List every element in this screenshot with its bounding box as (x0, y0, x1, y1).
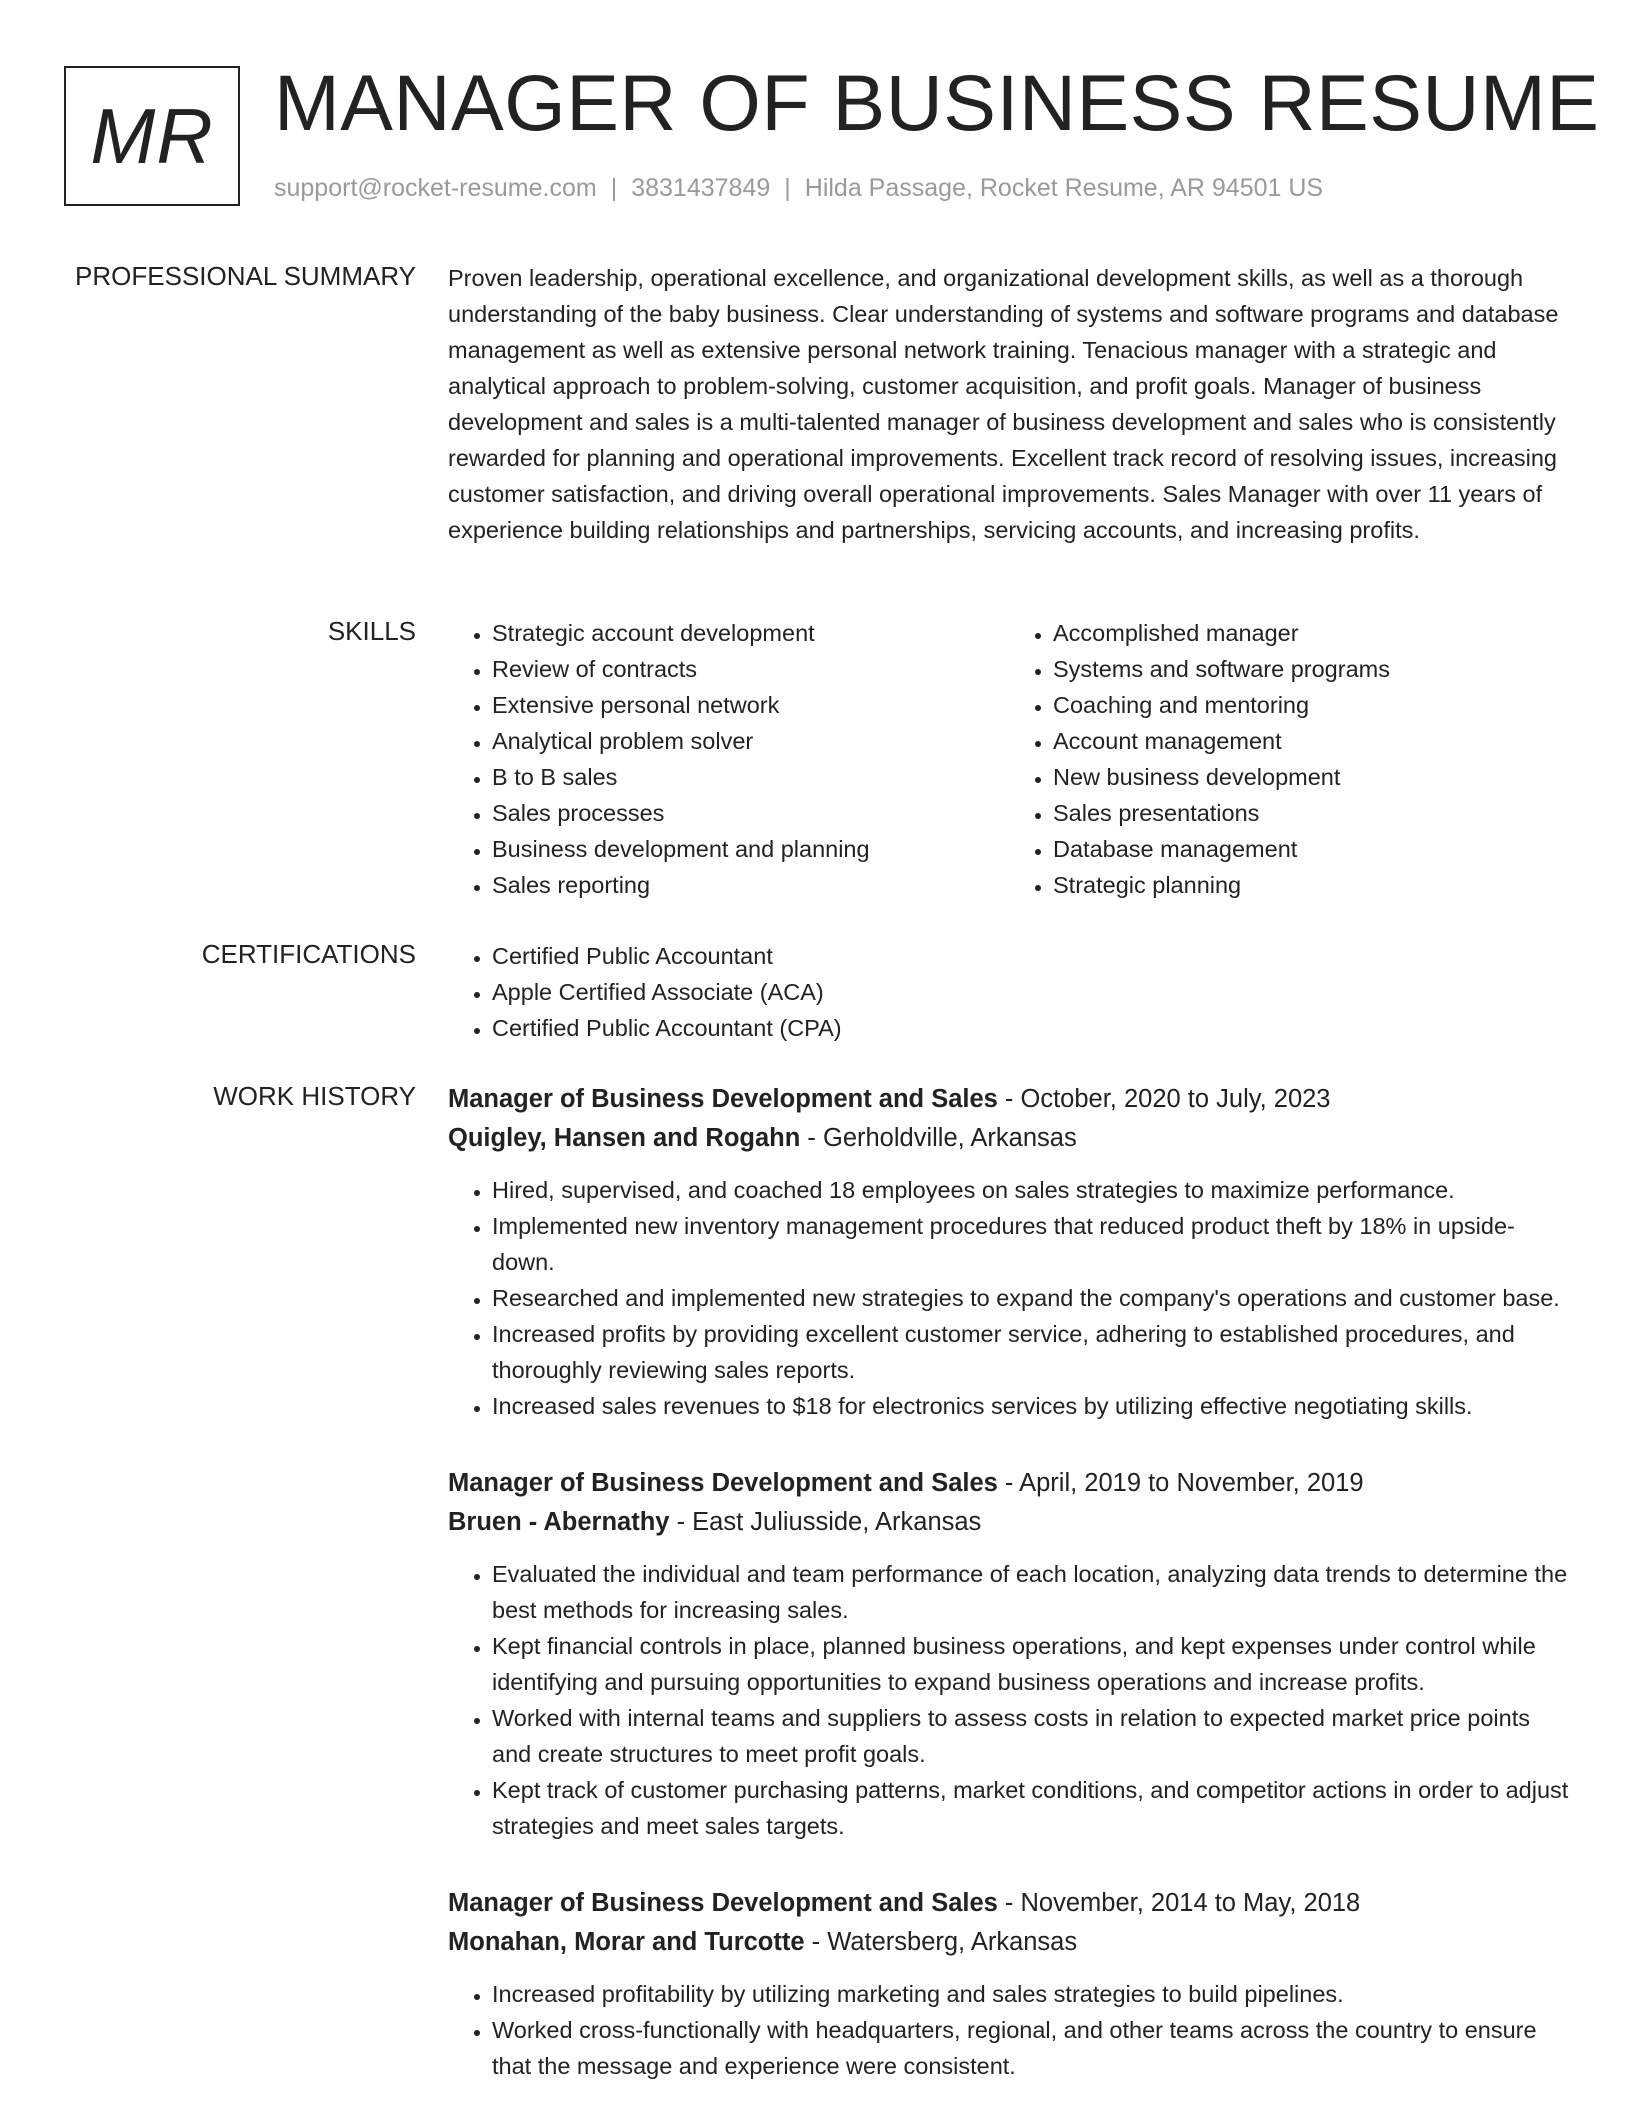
skill-item: • Review of contracts (492, 651, 1009, 687)
skills-list-left (448, 615, 1009, 903)
job-bullets (448, 1172, 1570, 1424)
job-dates: - April, 2019 to November, 2019 (997, 1469, 1364, 1497)
job-bullet: • Increased sales revenues to $18 for electronics services by utilizing effective negotiating skills. (492, 1388, 1570, 1424)
job-bullet: • Worked cross-functionally with headquarters, regional, and other teams across the country to ensure that the message and experience were consistent. (492, 2012, 1570, 2084)
job-bullets (448, 1976, 1570, 2084)
job-bullet: • Worked with internal teams and suppliers to assess costs in relation to expected market price points and create structures to meet profit goals. (492, 1700, 1570, 1772)
job-company: Bruen - Abernathy (448, 1508, 670, 1536)
certifications-list (448, 938, 1570, 1046)
job-location: - East Juliusside, Arkansas (669, 1508, 982, 1536)
job-dates: - October, 2020 to July, 2023 (997, 1085, 1331, 1113)
contact-separator: | (784, 174, 791, 202)
skill-item: • Database management (1053, 831, 1570, 867)
job-bullet: • Kept financial controls in place, planned business operations, and kept expenses under control while identifying and pursuing opportunities to expand business operations and increase profits. (492, 1628, 1570, 1700)
job-title-line (448, 1884, 1570, 1923)
skill-item: • Accomplished manager (1053, 615, 1570, 651)
job-entry (448, 1884, 1570, 2084)
summary-text: Proven leadership, operational excellence, and organizational development skills, as well as a thorough understanding of the baby business. Clear understanding of systems and software programs and database management as well as extensive personal network training. Tenacious manager with a strategic and analytical approach to problem-solving, customer acquisition, and profit goals. Manager of business development and sales is a multi-talented manager of business development and sales who is consistently rewarded for planning and operational improvements. Excellent track record of resolving issues, increasing customer satisfaction, and driving overall operational improvements. Sales Manager with over 11 years of experience building relationships and partnerships, servicing accounts, and increasing profits. (448, 265, 1559, 543)
skill-item: • New business development (1053, 759, 1570, 795)
skills-columns (448, 615, 1570, 903)
contact-phone: 3831437849 (631, 174, 771, 202)
job-bullets (448, 1556, 1570, 1844)
job-company-line (448, 1503, 1570, 1542)
job-title-line (448, 1464, 1570, 1503)
certifications-body (448, 938, 1570, 1046)
skill-item: • Coaching and mentoring (1053, 687, 1570, 723)
job-bullet: • Increased profits by providing excellent customer service, adhering to established procedures, and thoroughly reviewing sales reports. (492, 1316, 1570, 1388)
skill-item: • Sales presentations (1053, 795, 1570, 831)
contact-line (274, 174, 1323, 203)
certification-item: • Certified Public Accountant (492, 938, 1570, 974)
skill-item: • Strategic planning (1053, 867, 1570, 903)
job-title: Manager of Business Development and Sales (448, 1469, 998, 1497)
job-bullet: • Evaluated the individual and team performance of each location, analyzing data trends to determine the best methods for increasing sales. (492, 1556, 1570, 1628)
certification-item: • Apple Certified Associate (ACA) (492, 974, 1570, 1010)
skill-item: • Extensive personal network (492, 687, 1009, 723)
section-label-skills: SKILLS (327, 616, 416, 646)
job-bullet: • Hired, supervised, and coached 18 employees on sales strategies to maximize performance. (492, 1172, 1570, 1208)
job-title-line (448, 1080, 1570, 1119)
skill-item: • Sales reporting (492, 867, 1009, 903)
resume-title: MANAGER OF BUSINESS RESUME (274, 58, 1600, 147)
work-history-body (448, 1080, 1570, 2124)
contact-email: support@rocket-resume.com (274, 174, 597, 202)
job-company-line (448, 1923, 1570, 1962)
skill-item: • Systems and software programs (1053, 651, 1570, 687)
job-bullet: • Increased profitability by utilizing marketing and sales strategies to build pipelines. (492, 1976, 1570, 2012)
skill-item: • Analytical problem solver (492, 723, 1009, 759)
section-label-summary: PROFESSIONAL SUMMARY (75, 261, 416, 291)
section-label-work-history: WORK HISTORY (213, 1081, 416, 1111)
contact-separator: | (610, 174, 618, 202)
job-location: - Watersberg, Arkansas (804, 1928, 1078, 1956)
job-bullet: • Implemented new inventory management procedures that reduced product theft by 18% in upside-down. (492, 1208, 1570, 1280)
skill-item: • Account management (1053, 723, 1570, 759)
job-title: Manager of Business Development and Sales (448, 1085, 998, 1113)
job-title: Manager of Business Development and Sales (448, 1889, 998, 1917)
job-entry (448, 1464, 1570, 1844)
job-location: - Gerholdville, Arkansas (800, 1124, 1077, 1152)
skill-item: • Strategic account development (492, 615, 1009, 651)
section-label-certifications: CERTIFICATIONS (201, 939, 416, 969)
monogram-logo: MR (64, 66, 240, 206)
job-entry (448, 1080, 1570, 1424)
skill-item: • Sales processes (492, 795, 1009, 831)
job-dates: - November, 2014 to May, 2018 (997, 1889, 1361, 1917)
skill-item: • Business development and planning (492, 831, 1009, 867)
contact-address: Hilda Passage, Rocket Resume, AR 94501 US (804, 174, 1324, 202)
job-company: Quigley, Hansen and Rogahn (448, 1124, 801, 1152)
skills-list-right (1009, 615, 1570, 903)
certification-item: • Certified Public Accountant (CPA) (492, 1010, 1570, 1046)
skill-item: • B to B sales (492, 759, 1009, 795)
job-bullet: • Kept track of customer purchasing patterns, market conditions, and competitor actions in order to adjust strategies and meet sales targets. (492, 1772, 1570, 1844)
job-company: Monahan, Morar and Turcotte (448, 1928, 805, 1956)
job-company-line (448, 1119, 1570, 1158)
job-bullet: • Researched and implemented new strategies to expand the company's operations and customer base. (492, 1280, 1570, 1316)
